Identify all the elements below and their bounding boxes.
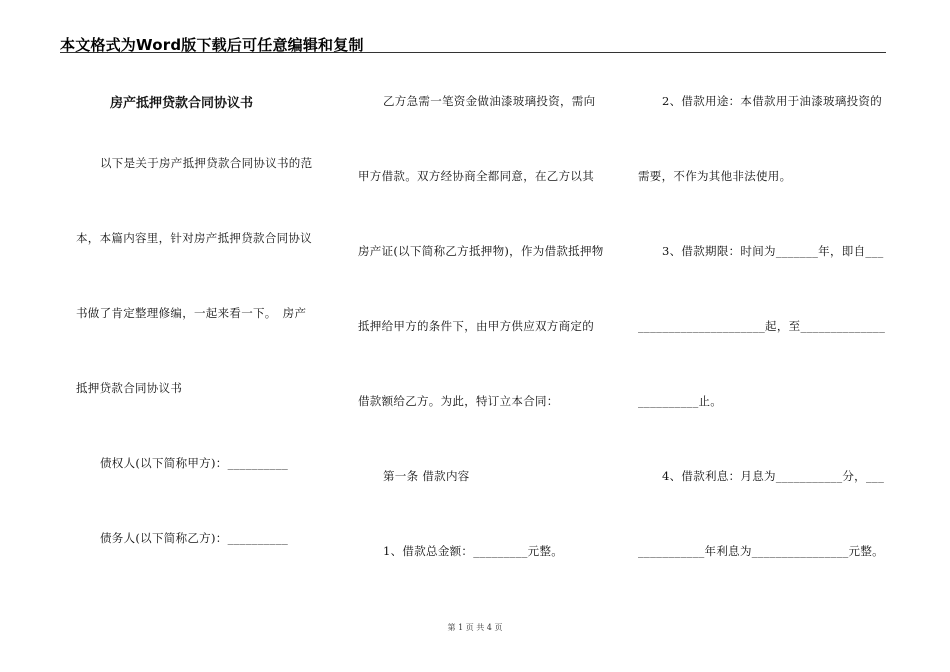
page-indicator: 第 1 页 共 4 页 [447, 623, 503, 632]
col2-line-4: 抵押给甲方的条件下，由甲方供应双方商定的 [358, 319, 594, 333]
col1-line-3: 书做了肯定整理修编，一起来看一下。 房产 [76, 306, 307, 320]
col3-line-1: 2、借款用途：本借款用于油漆玻璃投资的 [662, 94, 883, 108]
creditor-line: 债权人(以下简称甲方)：__________ [100, 456, 289, 470]
col1-line-4: 抵押贷款合同协议书 [76, 381, 183, 395]
loan-term-dates-line: _____________________起，至______________ [638, 319, 886, 333]
debtor-line: 债务人(以下简称乙方)：__________ [100, 531, 289, 545]
col1-line-1: 以下是关于房产抵押贷款合同协议书的范 [100, 156, 313, 170]
header-rule [60, 52, 886, 53]
loan-term-line: 3、借款期限：时间为_______年，即自___ [662, 244, 884, 258]
col2-line-1: 乙方急需一笔资金做油漆玻璃投资，需向 [383, 94, 596, 108]
col2-line-2: 甲方借款。双方经协商全都同意，在乙方以其 [358, 169, 594, 183]
col2-line-3: 房产证(以下简称乙方抵押物)，作为借款抵押物 [358, 244, 604, 258]
col2-line-5: 借款额给乙方。为此，特订立本合同： [358, 394, 559, 408]
col3-line-2: 需要，不作为其他非法使用。 [638, 169, 792, 183]
col1-line-2: 本，本篇内容里，针对房产抵押贷款合同协议 [76, 231, 312, 245]
interest-line: 4、借款利息：月息为___________分，___ [662, 469, 885, 483]
annual-interest-line: ___________年利息为________________元整。 [638, 544, 884, 558]
document-header-banner: 本文格式为Word版下载后可任意编辑和复制 [60, 36, 364, 54]
article-1-heading: 第一条 借款内容 [383, 469, 470, 483]
document-title: 房产抵押贷款合同协议书 [110, 96, 254, 111]
loan-amount-line: 1、借款总金额：_________元整。 [383, 544, 564, 558]
loan-term-end-line: __________止。 [638, 394, 723, 408]
